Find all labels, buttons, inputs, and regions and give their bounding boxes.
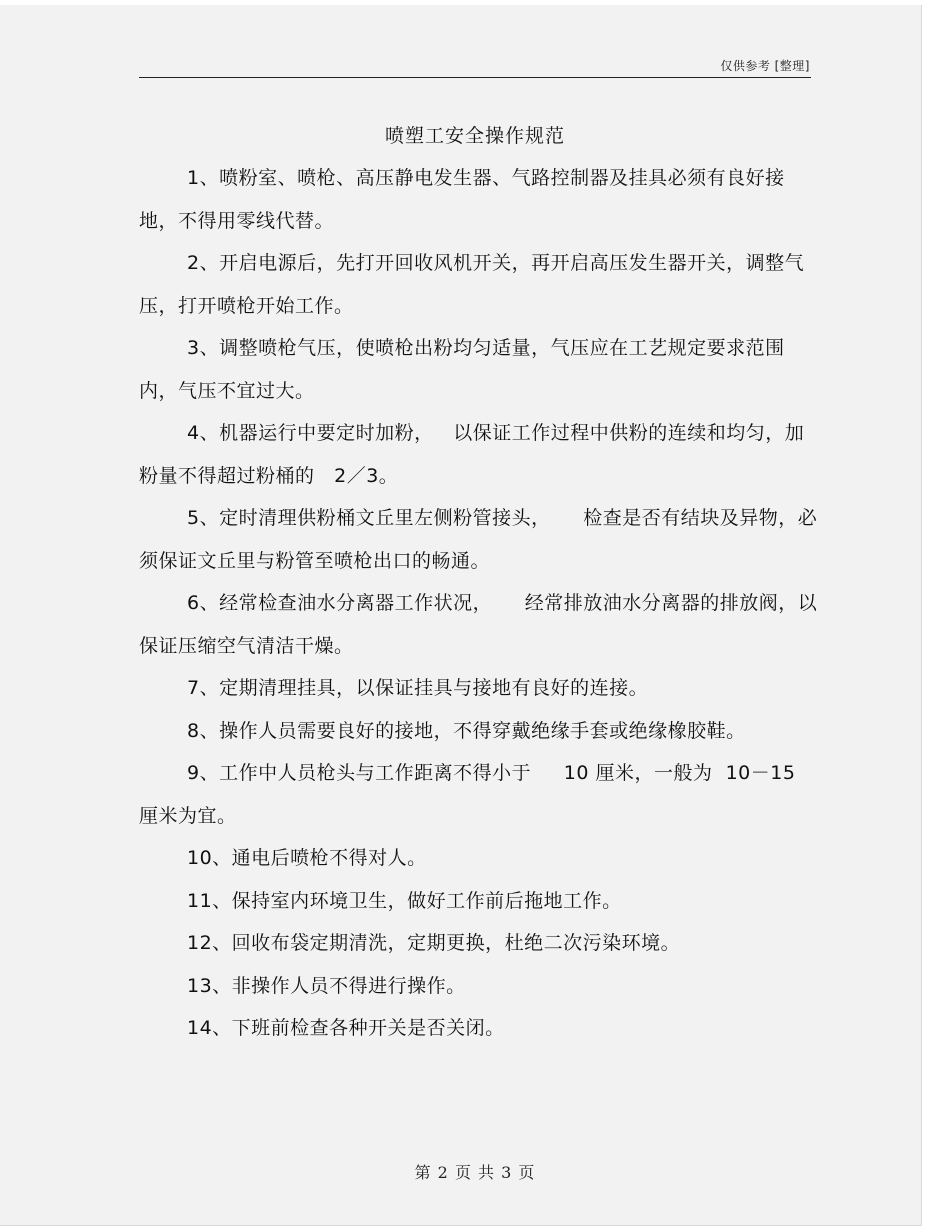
paragraph-6: 6、经常检查油水分离器工作状况， 经常排放油水分离器的排放阀，以保证压缩空气清洁干燥。 <box>139 592 818 657</box>
page-footer: 第 2 页 共 3 页 <box>414 1163 536 1182</box>
document-body <box>139 157 819 1050</box>
paragraph-7: 7、定期清理挂具，以保证挂具与接地有良好的连接。 <box>187 677 649 699</box>
document-page <box>0 5 922 1226</box>
paragraph-2: 2、开启电源后，先打开回收风机开关，再开启高压发生器开关，调整气压，打开喷枪开始工作。 <box>139 252 805 317</box>
paragraph-3: 3、调整喷枪气压，使喷枪出粉均匀适量，气压应在工艺规定要求范围内，气压不宜过大。 <box>139 337 785 402</box>
paragraph-4: 4、机器运行中要定时加粉， 以保证工作过程中供粉的连续和均匀，加粉量不得超过粉桶的 2／3。 <box>139 422 805 487</box>
header-note: 仅供参考 [整理] <box>720 59 810 73</box>
paragraph-1: 1、喷粉室、喷枪、高压静电发生器、气路控制器及挂具必须有良好接地，不得用零线代替。 <box>139 167 785 232</box>
paragraph-13: 13、非操作人员不得进行操作。 <box>187 974 466 997</box>
paragraph-5: 5、定时清理供粉桶文丘里左侧粉管接头， 检查是否有结块及异物，必须保证文丘里与粉管至喷枪出口的畅通。 <box>139 507 818 572</box>
paragraph-10: 10、通电后喷枪不得对人。 <box>187 847 427 869</box>
header-divider <box>139 77 811 78</box>
paragraph-11: 11、保持室内环境卫生，做好工作前后拖地工作。 <box>187 889 622 912</box>
paragraph-8: 8、操作人员需要良好的接地，不得穿戴绝缘手套或绝缘橡胶鞋。 <box>187 719 746 742</box>
document-title: 喷塑工安全操作规范 <box>384 125 565 147</box>
paragraph-12: 12、回收布袋定期清洗，定期更换，杜绝二次污染环境。 <box>187 932 681 954</box>
paragraph-9: 9、工作中人员枪头与工作距离不得小于 10 厘米，一般为 10－15 厘米为宜。 <box>139 762 802 827</box>
paragraph-14: 14、下班前检查各种开关是否关闭。 <box>187 1017 505 1039</box>
